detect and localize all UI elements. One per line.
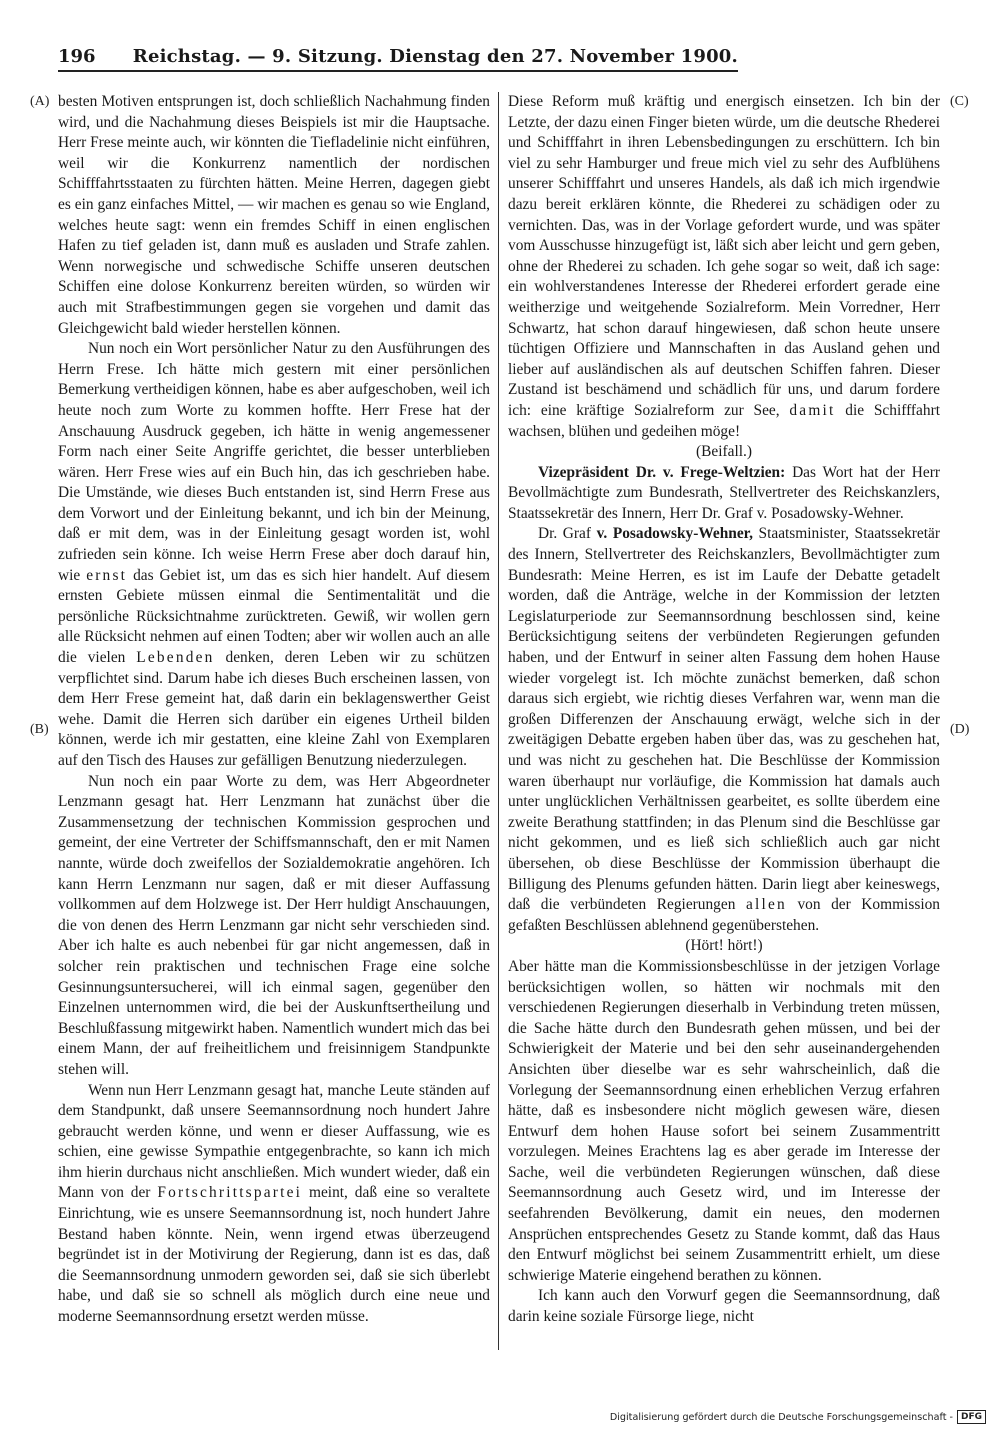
margin-mark-a: (A) xyxy=(30,94,50,109)
interjection-note: (Hört! hört!) xyxy=(685,937,763,955)
right-paragraph-1-end: die Schifffahrt wachsen, blühen und gedeihen möge! xyxy=(508,401,940,440)
left-paragraph-2 xyxy=(58,339,490,771)
right-paragraph-3-text: Staatsminister, Staatssekretär des Innern, Stellvertreter des Reichskanzlers, Bevollmächtigter zum Bundesrath: Meine Herren, es ist im Laufe der Debatte getadelt worden, daß die Anträge, welche in der Kommission der letzten Legislaturperiode zur Seemannsordnung beschlossen sind, keine Berücksichtigung seitens der verbündeten Regierungen gefunden haben, und der Entwurf in seiner alten Fassung dem hohen Hause wieder vorgelegt ist. Ich möchte zunächst bemerken, daß schon daraus sich ergiebt, wie richtig dieses Verfahren war, wenn man die großen Differenzen der Anschauung erwägt, welche sich in der zweitägigen Debatte ergeben haben über das, was zu geschehen hat, und was nicht zu geschehen hat. Die Beschlüsse der Kommission waren überhaupt nur vorläufige, die Kommission hat damals auch unter unglücklichen Verhältnissen gearbeitet, es sollte überdem eine zweite Berathung stattfinden; in das Plenum sind die Beschlüsse gar nicht gekommen, und es ließ sich schließlich auch gar nicht übersehen, ob diese Beschlüsse der Kommission überhaupt die Billigung des Plenums gefunden hätten. Darin liegt aber keineswegs, daß die verbündeten Regierungen xyxy=(508,525,940,914)
left-paragraph-4-text-c: meint, daß eine so veraltete Einrichtung, wie es unsere Seemannsordnung ist, noch hundert Jahre Bestand haben könnte. Nein, wenn irgend etwas überzeugend begründet ist in der Motivirung der Regierung, dann ist es das, daß die Seemannsordnung unmodern geworden sei, daß sie sich überlebt habe, und daß sie so schnell als möglich durch eine neue und moderne Seemannsordnung ersetzt werden müsse. xyxy=(58,1184,490,1326)
left-paragraph-2-text-a: Nun noch ein Wort persönlicher Natur zu den Ausführungen des Herrn Frese. Ich hätte mich gestern mit einer persönlichen Bemerkung vertheidigen können, habe es aber aufgeschoben, weil ich heute noch zum Worte zu kommen hoffte. Herr Frese hat der Anschauung Ausdruck gegeben, ich hätte in wenig angemessener Form nach einer Seite Angriffe gerichtet, die besser unterblieben wären. Herr Frese wies auf ein Buch hin, das ich geschrieben habe. Die Umstände, wie dieses Buch entstanden ist, sind Herrn Frese aus dem Vorwort und der Einleitung bekannt, und ich bin der Meinung, daß er mit dem, was in der Einleitung gesagt worden ist, wohl zufrieden sein könne. Ich weise Herrn Frese aber doch darauf hin, wie xyxy=(58,340,490,584)
emphasis-lebenden: Lebenden xyxy=(136,649,215,667)
right-column xyxy=(508,92,940,1328)
emphasis-allen: allen xyxy=(745,896,787,914)
left-paragraph-4 xyxy=(58,1081,490,1328)
digitization-footer xyxy=(610,1410,986,1424)
running-title: Reichstag. — 9. Sitzung. Dienstag den 27. November 1900. xyxy=(132,46,738,67)
speaker-prefix: Dr. Graf xyxy=(538,525,591,543)
speaker-vizepraesident: Vizepräsident Dr. v. Frege-Weltzien: xyxy=(538,463,786,481)
page-header xyxy=(58,42,738,72)
left-paragraph-4-text-a: Wenn nun Herr Lenzmann gesagt hat, manche Leute ständen auf dem Standpunkt, daß unsere Seemannsordnung noch hundert Jahre gebraucht werden könne, und wenn er dieser Auffassung, wie es schien, eine gewisse Sympathie entgegenbrachte, so kann ich mich ihm hierin durchaus nicht anschließen. Mich wundert wieder, daß ein Mann von der xyxy=(58,1081,490,1202)
margin-mark-d: (D) xyxy=(950,722,970,737)
margin-mark-c: (C) xyxy=(950,94,969,109)
right-paragraph-1 xyxy=(508,92,940,442)
right-paragraph-5: Ich kann auch den Vorwurf gegen die Seemannsordnung, daß darin keine soziale Fürsorge liege, nicht xyxy=(508,1287,940,1326)
left-paragraph-3: Nun noch ein paar Worte zu dem, was Herr Abgeordneter Lenzmann gesagt hat. Herr Lenzmann hat zunächst über die Zusammensetzung der technischen Kommission gesprochen und gemeint, der eine Vertreter der Schiffsmannschaft, den er mit Namen nannte, würde doch zweifellos der Sozialdemokratie angehören. Ich kann Herrn Lenzmann nur sagen, daß er mit dieser Auffassung vollkommen auf dem Holzwege ist. Der Herr huldigt Anschauungen, die von denen des Herrn Lenzmann gar nicht sehr verschieden sind. Aber ich halte es auch nebenbei für gar nicht angemessen, daß in solcher rein praktischen und technischen Frage eine solche Gesinnungsuntersucherei, will ich einmal sagen, gegenüber den Einzelnen unternommen wird, die bei der Auskunftsertheilung und Beschlußfassung mitgewirkt haben. Namentlich wundert mich das bei einem Mann, der auf freiheitlichem und freisinnigem Standpunkte stehen will. xyxy=(58,772,490,1078)
margin-mark-b: (B) xyxy=(30,722,49,737)
right-paragraph-3-end: von der Kommission gefaßten Beschlüssen ablehnend gegenüberstehen. xyxy=(508,896,940,934)
left-paragraph-2-text-e: denken, deren Leben wir zu schützen verpflichtet sind. Darum habe ich dieses Buch erscheinen lassen, von dem Herr Frese gemeint hat, daß darin ein beklagenswerther Geist wehe. Damit die Herren sich darüber ein eigenes Urtheil bilden können, werde ich mir gestatten, eine kleine Zahl von Exemplaren auf den Tisch des Hauses zur gefälligen Benutzung niederzulegen. xyxy=(58,649,490,769)
right-paragraph-2-text: Das Wort hat der Herr Bevollmächtigte zum Bundesrath, Stellvertreter des Reichskanzlers, Staatssekretär des Innern, Herr Dr. Graf v. Posadowsky-Wehner. xyxy=(508,463,940,522)
header-rule xyxy=(58,70,738,72)
right-paragraph-2 xyxy=(508,463,940,525)
right-paragraph-1-text: Diese Reform muß kräftig und energisch einsetzen. Ich bin der Letzte, der dazu einen Finger bieten würde, um die deutsche Rhederei und Schifffahrt in ihren Lebensbedingungen zu erschüttern. Ich bin viel zu sehr Hamburger und freue mich viel zu sehr des Aufblühens unserer Schifffahrt und unseres Handels, als daß ich mich irgendwie dazu bereit erklären könnte, die Rhederei zu schädigen oder zu vernichten. Das, was in der Vorlage gefordert wurde, und was später vom Ausschusse hinzugefügt ist, läßt sich aber leicht und gern geben, ohne der Rhederei zu schaden. Ich gehe sogar so weit, daß ich sage: ein wohlverstandenes Interesse der Rhederei erfordert gerade eine weitherzige und weitgehende Sozialreform. Mein Vorredner, Herr Schwartz, hat schon darauf hingewiesen, daß schon heute unsere tüchtigen Offiziere und Mannschaften in das Ausland gehen und lieber auf ausländischen als auf deutschen Schiffen fahren. Dieser Zustand ist beschämend und schädlich für uns, und darum fordere ich: eine kräftige Sozialreform zur See, xyxy=(508,93,940,419)
left-paragraph-1: besten Motiven entsprungen ist, doch schließlich Nachahmung finden wird, und die Nachahmung dieses Beispiels ist mir die Hauptsache. Herr Frese meinte auch, wir könnten die Tiefladelinie nicht einführen, weil wir die Konkurrenz namentlich der nordischen Schifffahrtsstaaten zu fürchten hätten. Meine Herren, dagegen giebt es ein ganz einfaches Mittel, — wir machen es genau so wie England, welches heute sagt: wenn ein fremdes Schiff in einen englischen Hafen zu tief geladen ist, dann muß es ausladen und Strafe zahlen. Wenn norwegische und schwedische Schiffe unseren deutschen Schiffen eine dolose Konkurrenz bereiten würden, so würden wir auch mit Strafbestimmungen gegen sie vorgehen und damit das Gleichgewicht bald wieder herstellen können. xyxy=(58,93,490,337)
emphasis-ernst: ernst xyxy=(86,566,128,584)
right-paragraph-4: Aber hätte man die Kommissionsbeschlüsse in der jetzigen Vorlage berücksichtigen wollen, so hätten wir nochmals mit den verschiedenen Regierungen dieserhalb in Verbindung treten müssen, die Sache hätte durch den Bundesrath gehen müssen, und bei der Schwierigkeit der Materie und bei den sehr auseinandergehenden Ansichten über dieselbe war es sehr wahrscheinlich, daß die Vorlegung der Seemannsordnung einen erheblichen Verzug erfahren hätte, daß es insbesondere nicht möglich gewesen wäre, diesen Entwurf dem hohen Hause sofort bei seinem Zusammentritt vorzulegen. Meines Erachtens lag es aber gerade im Interesse der Sache, weil die verbündeten Regierungen wünschen, daß diese Seemannsordnung auch Gesetz wird, und im Interesse der seefahrenden Bevölkerung, damit ein neues, den modernen Ansprüchen entsprechendes Gesetz zu Stande kommt, daß das Haus den Entwurf möglichst bei seinem Zusammentritt erhielt, um diese schwierige Materie eingehend berathen zu können. xyxy=(508,957,940,1284)
footer-credit-text: Digitalisierung gefördert durch die Deutsche Forschungsgemeinschaft - xyxy=(609,1411,953,1423)
left-paragraph-2-text-c: das Gebiet ist, um das es sich hier handelt. Auf diesem ernsten Gebiete müssen einmal die Sentimentalität und die persönliche Rücksichtnahme zurücktreten. Gewiß, wir wollen gern alle Rücksicht nehmen auf einen Todten; aber wir wollen auch an alle die vielen xyxy=(58,566,490,667)
page-number: 196 xyxy=(58,46,96,67)
right-paragraph-3 xyxy=(508,524,940,936)
emphasis-damit: damit xyxy=(789,401,836,419)
column-divider xyxy=(498,92,499,1350)
left-column xyxy=(58,92,490,1328)
dfg-logo: DFG xyxy=(957,1410,986,1424)
emphasis-fortschrittspartei: Fortschrittspartei xyxy=(157,1184,303,1202)
applause-note: (Beifall.) xyxy=(696,443,752,461)
speaker-posadowsky: v. Posadowsky-Wehner, xyxy=(596,525,753,543)
